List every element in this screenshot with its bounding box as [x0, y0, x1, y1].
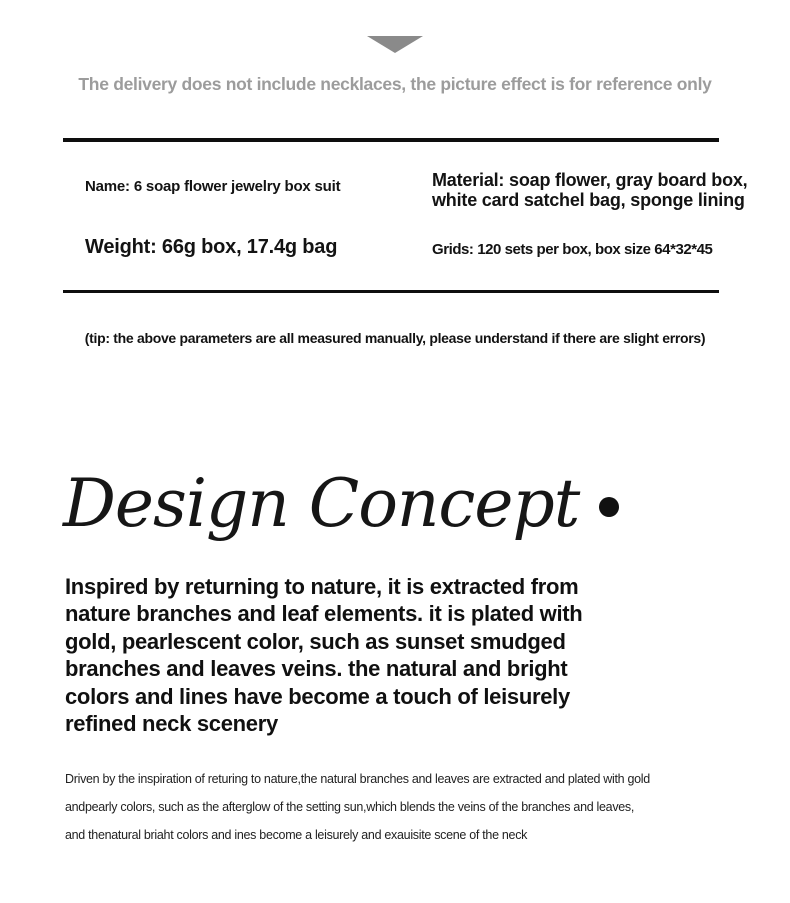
paragraph-line: nature branches and leaf elements. it is plated with	[65, 601, 583, 627]
detail-line: and thenatural briaht colors and ines become a leisurely and exauisite scene of the neck	[65, 828, 528, 843]
paragraph-line: gold, pearlescent color, such as sunset smudged	[65, 628, 566, 654]
design-concept-heading: Design Concept	[63, 465, 580, 542]
spec-name: Name: 6 soap flower jewelry box suit	[85, 178, 341, 195]
bullet-dot-icon	[599, 497, 619, 517]
paragraph-line: Inspired by returning to nature, it is extracted from	[65, 574, 579, 599]
detail-line: Driven by the inspiration of returing to nature,the natural branches and leaves are extracted and plated with gold	[65, 772, 650, 787]
chevron-down-icon	[367, 36, 423, 53]
measurement-tip-text: (tip: the above parameters are all measured manually, please understand if there are slight errors)	[84, 330, 706, 346]
divider-top	[63, 138, 719, 142]
paragraph-line: branches and leaves veins. the natural and bright	[65, 656, 568, 682]
design-concept-paragraph	[65, 573, 790, 737]
spec-material: Material: soap flower, gray board box, white card satchel bag, sponge lining	[432, 170, 748, 210]
paragraph-line: colors and lines have become a touch of leisurely	[65, 683, 570, 709]
divider-bottom	[63, 290, 719, 293]
spec-table	[85, 170, 790, 259]
delivery-notice-text: The delivery does not include necklaces, the picture effect is for reference only	[78, 74, 712, 94]
spec-weight: Weight: 66g box, 17.4g bag	[85, 236, 338, 258]
paragraph-line: refined neck scenery	[65, 711, 278, 737]
detail-line: andpearly colors, such as the afterglow of the setting sun,which blends the veins of the branches and leaves,	[65, 800, 635, 815]
spec-grids: Grids: 120 sets per box, box size 64*32*45	[432, 241, 713, 258]
design-concept-details	[65, 765, 790, 849]
design-concept-heading-row	[63, 451, 790, 557]
